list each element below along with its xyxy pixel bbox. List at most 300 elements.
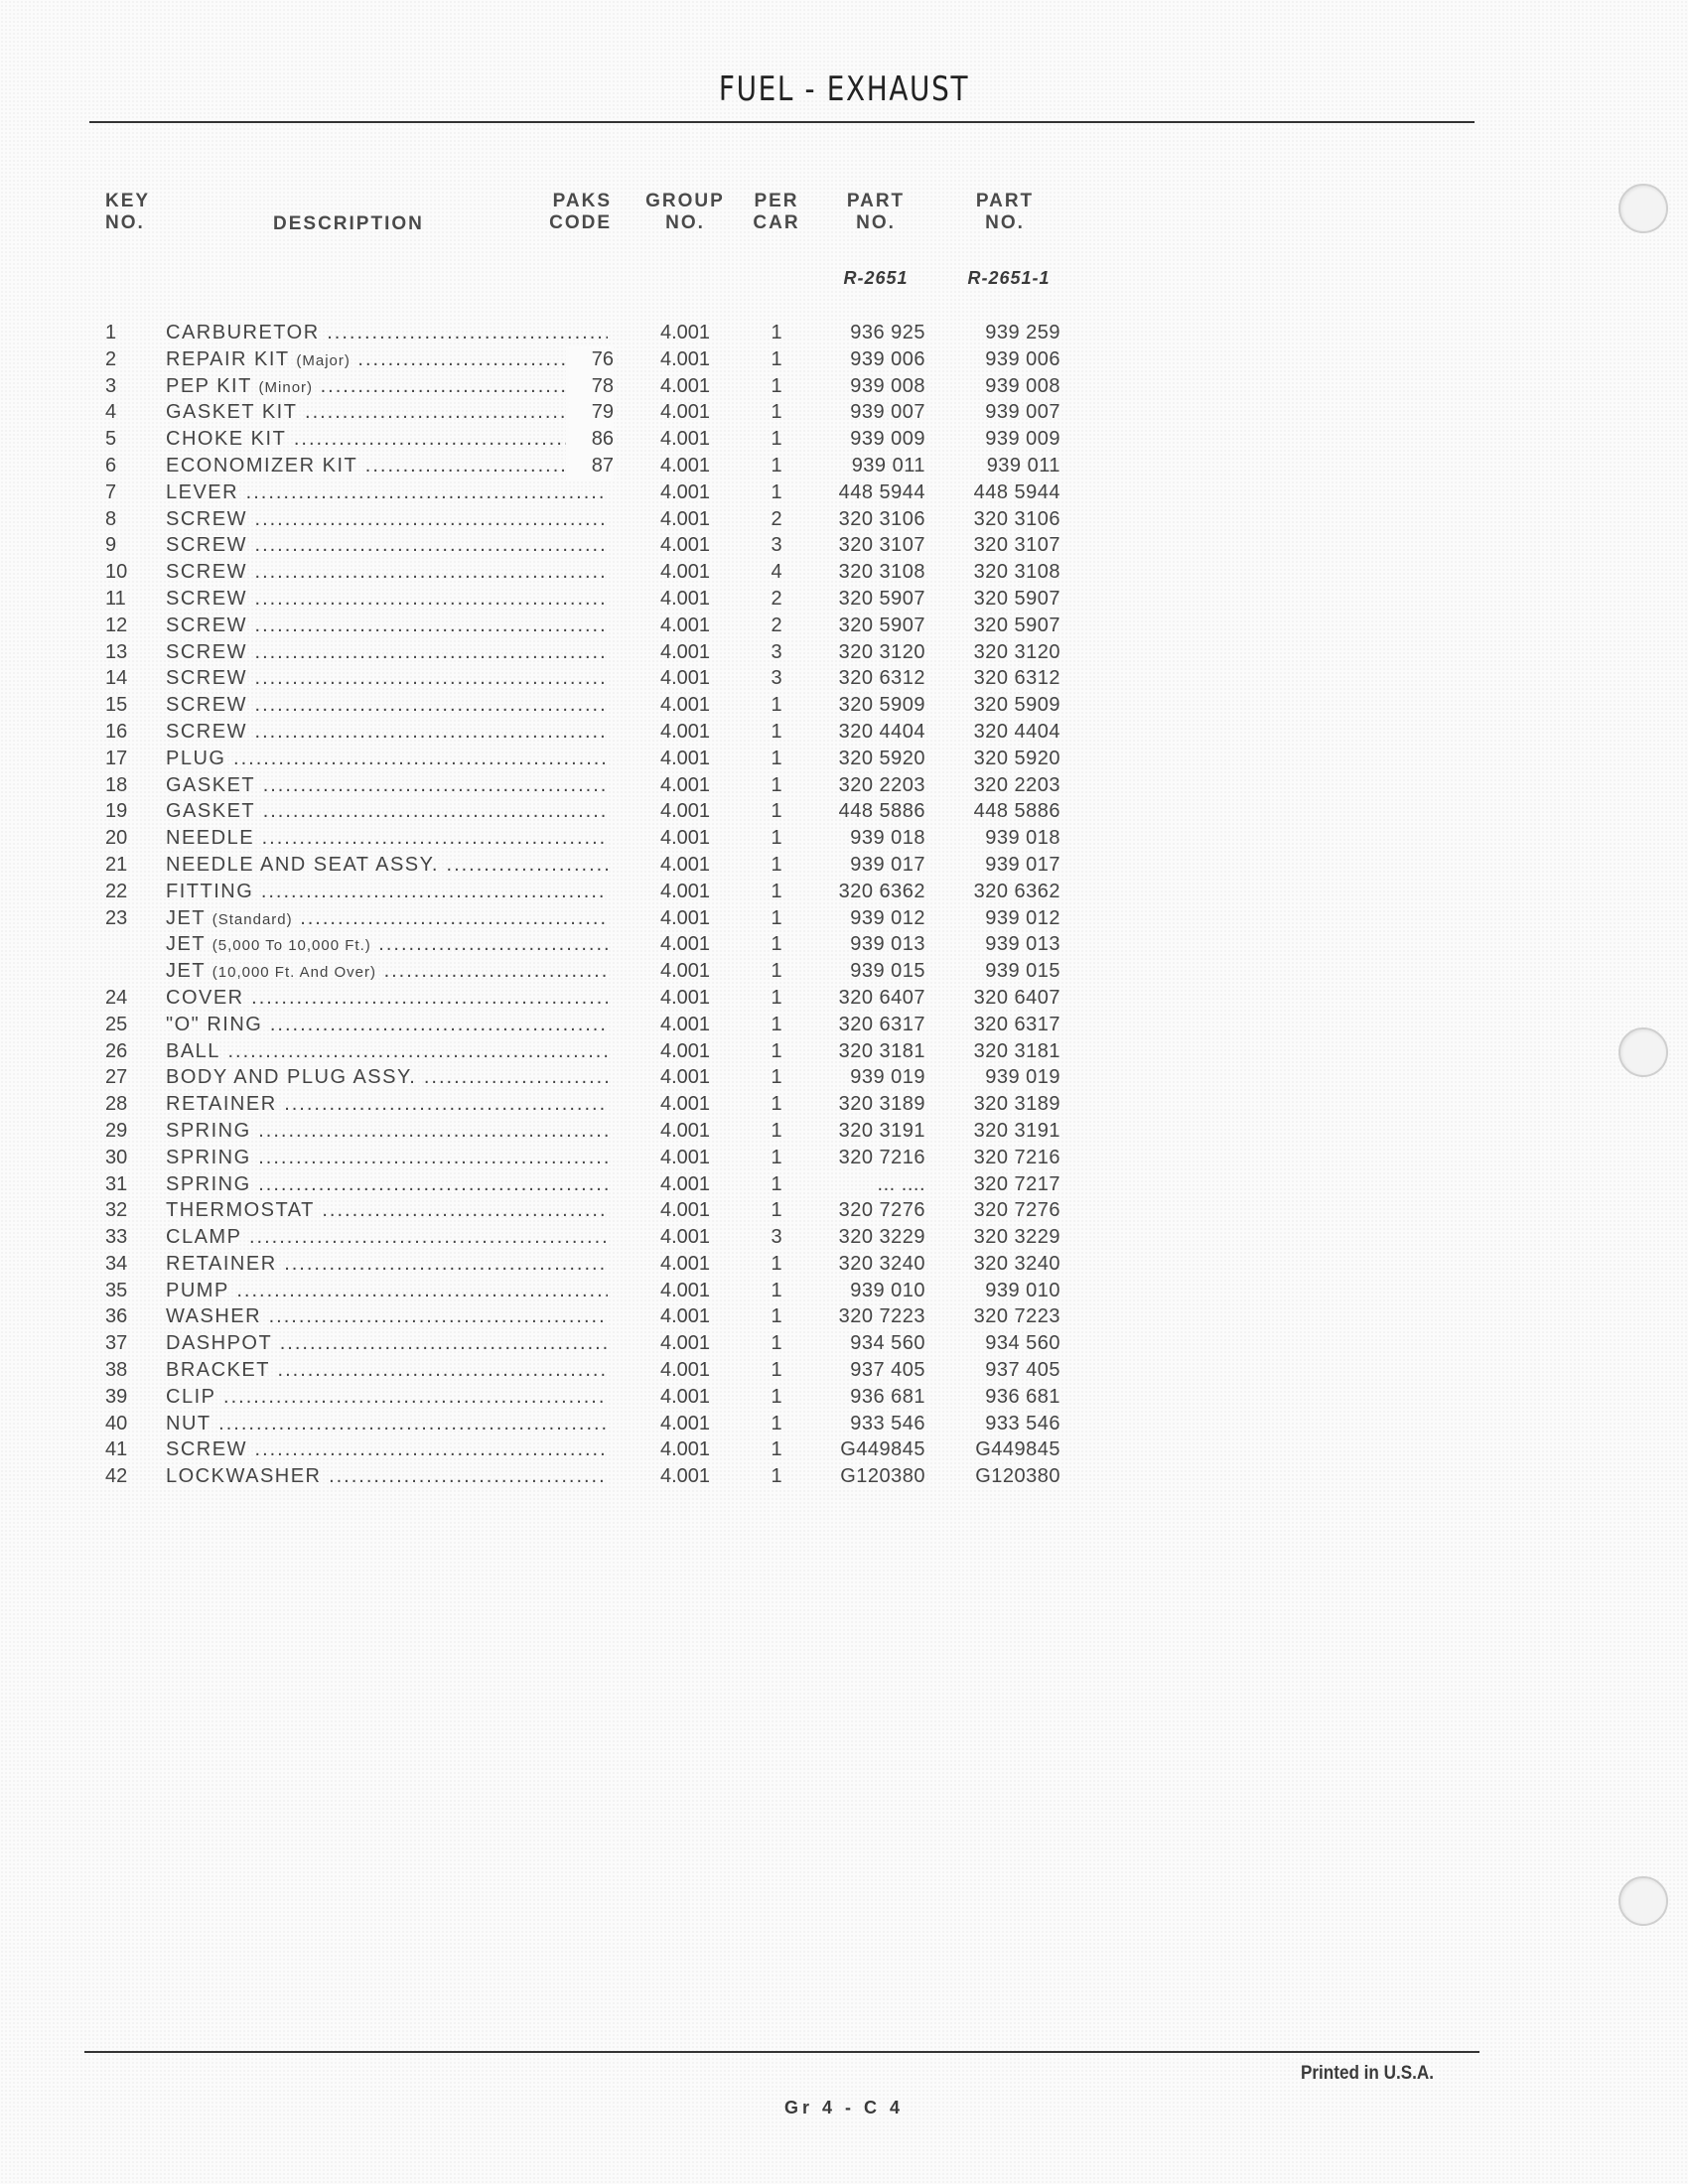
description-text: CLAMP [166,1226,242,1249]
per-car: 1 [771,773,782,796]
part-no-r2651-1: 939 013 [985,933,1060,956]
page-footer: Gr 4 - C 4 [783,2098,905,2117]
table-row [0,453,1688,479]
key-no: 11 [105,587,126,610]
description-text: NEEDLE AND SEAT ASSY. [166,853,439,876]
footer-rule [84,2051,1479,2053]
group-no: 4.001 [659,1172,711,1195]
part-no-r2651-1: 933 546 [985,1412,1060,1434]
header-description: DESCRIPTION [273,213,424,234]
part-no-r2651: 320 3107 [838,534,925,557]
header-per-car: PER CAR [753,191,800,233]
description [166,1463,608,1490]
key-no: 41 [105,1438,128,1461]
table-row [0,825,1688,852]
group-no: 4.001 [659,853,711,876]
per-car: 1 [771,960,782,983]
description-qualifier: (Standard) [211,910,293,928]
header-part-no-2: PART NO. [975,191,1035,233]
part-no-r2651-1: 320 6407 [973,986,1060,1009]
key-no: 8 [105,507,117,530]
description [166,586,608,613]
part-no-r2651-1: 939 018 [985,827,1060,850]
key-no: 34 [105,1252,128,1275]
key-no: 33 [105,1226,128,1249]
key-no: 29 [105,1119,128,1142]
table-row [0,1012,1688,1038]
table-row [0,985,1688,1012]
group-no: 4.001 [659,1066,711,1089]
key-no: 21 [105,853,128,876]
per-car: 1 [771,1305,782,1328]
description [166,825,608,852]
per-car: 1 [771,374,782,397]
binder-hole [1618,184,1668,233]
per-car: 3 [771,1226,782,1249]
table-row [0,1330,1688,1357]
part-no-r2651: 320 5907 [838,614,925,636]
table-row [0,1436,1688,1463]
part-no-r2651: 320 3108 [838,561,925,584]
per-car: 1 [771,720,782,743]
part-no-r2651: 939 008 [850,374,925,397]
description-text: FITTING [166,880,254,902]
per-car: 1 [771,1279,782,1301]
part-no-r2651: 320 5920 [838,747,925,769]
description [166,373,608,402]
description [166,1357,608,1384]
parts-table [0,320,1688,1490]
part-no-r2651: ... .... [877,1172,925,1195]
description [166,1224,608,1251]
description [166,1012,608,1038]
description [166,879,608,905]
description-text: JET [166,906,206,929]
key-no: 7 [105,480,117,503]
part-no-r2651-1: 939 009 [985,428,1060,451]
table-row [0,665,1688,692]
part-no-r2651-1: 320 3240 [973,1252,1060,1275]
part-no-r2651-1: 939 006 [985,347,1060,370]
table-row [0,1251,1688,1278]
part-no-r2651: 939 009 [850,428,925,451]
description [166,1303,608,1330]
part-no-r2651: 939 019 [850,1066,925,1089]
per-car: 1 [771,906,782,929]
per-car: 1 [771,347,782,370]
key-no: 27 [105,1066,128,1089]
key-no: 42 [105,1465,128,1488]
table-row [0,1197,1688,1224]
per-car: 1 [771,694,782,717]
part-no-r2651: 320 7276 [838,1199,925,1222]
table-row [0,798,1688,825]
group-no: 4.001 [659,720,711,743]
group-no: 4.001 [659,747,711,769]
table-row [0,1091,1688,1118]
part-no-r2651-1: 448 5886 [973,800,1060,823]
part-no-r2651-1: 320 3120 [973,640,1060,663]
group-no: 4.001 [659,534,711,557]
group-no: 4.001 [659,1438,711,1461]
table-row [0,559,1688,586]
table-row [0,1463,1688,1490]
group-no: 4.001 [659,960,711,983]
description [166,1251,608,1278]
description-text: JET [166,933,206,956]
description-text: LEVER [166,480,239,503]
key-no: 23 [105,906,128,929]
table-row [0,1278,1688,1304]
description-text: CHOKE KIT [166,428,287,451]
key-no: 16 [105,720,128,743]
description [166,852,608,879]
key-no: 24 [105,986,128,1009]
table-row [0,1384,1688,1411]
per-car: 1 [771,986,782,1009]
part-no-r2651: 939 006 [850,347,925,370]
table-row [0,852,1688,879]
description-text: BALL [166,1039,220,1062]
key-no: 12 [105,614,128,636]
key-no: 37 [105,1332,128,1355]
part-no-r2651-1: 937 405 [985,1359,1060,1382]
part-no-r2651: 320 3191 [838,1119,925,1142]
description [166,958,608,987]
description-text: SPRING [166,1172,251,1195]
table-row [0,639,1688,666]
description-text: GASKET [166,773,256,796]
description [166,719,608,746]
per-car: 1 [771,1252,782,1275]
description-text: SPRING [166,1119,251,1142]
part-no-r2651: 320 3106 [838,507,925,530]
part-no-r2651-1: 448 5944 [973,480,1060,503]
per-car: 3 [771,534,782,557]
group-no: 4.001 [659,1279,711,1301]
description [166,746,608,772]
per-car: 1 [771,747,782,769]
key-no: 1 [105,322,117,343]
description [166,506,608,533]
description [166,798,608,825]
per-car: 1 [771,322,782,343]
group-no: 4.001 [659,347,711,370]
part-no-r2651: 320 5909 [838,694,925,717]
key-no: 31 [105,1172,128,1195]
key-no: 39 [105,1385,128,1408]
description-text: SCREW [166,720,247,743]
description-text: SCREW [166,587,247,610]
description-text: PUMP [166,1279,229,1301]
group-no: 4.001 [659,614,711,636]
part-no-r2651: 937 405 [850,1359,925,1382]
description-text: SCREW [166,1438,247,1461]
group-no: 4.001 [659,1013,711,1035]
description-qualifier: (5,000 To 10,000 Ft.) [211,937,371,955]
part-no-r2651: 320 5907 [838,587,925,610]
part-no-r2651-1: 320 5920 [973,747,1060,769]
table-row [0,958,1688,985]
description-text: SCREW [166,534,247,557]
per-car: 1 [771,1412,782,1434]
table-row [0,399,1688,426]
description [166,931,608,960]
per-car: 1 [771,853,782,876]
header-key-no: KEY NO. [105,191,151,233]
description-text: SPRING [166,1146,251,1168]
part-no-r2651-1: G449845 [975,1438,1060,1461]
part-no-r2651: 320 7223 [838,1305,925,1328]
key-no: 25 [105,1013,128,1035]
group-no: 4.001 [659,428,711,451]
group-no: 4.001 [659,401,711,424]
description-text: WASHER [166,1305,262,1328]
description [166,665,608,692]
part-no-r2651-1: 939 008 [985,374,1060,397]
per-car: 1 [771,1359,782,1382]
group-no: 4.001 [659,694,711,717]
group-no: 4.001 [659,640,711,663]
table-row [0,931,1688,958]
description-text: DASHPOT [166,1332,273,1355]
part-no-r2651: 936 925 [850,322,925,343]
key-no: 35 [105,1279,128,1301]
part-no-r2651-1: 320 7217 [973,1172,1060,1195]
per-car: 4 [771,561,782,584]
part-no-r2651-1: 939 017 [985,853,1060,876]
group-no: 4.001 [659,1412,711,1434]
part-no-r2651-1: 320 5907 [973,614,1060,636]
part-no-r2651: 320 6317 [838,1013,925,1035]
key-no: 32 [105,1199,128,1222]
group-no: 4.001 [659,1385,711,1408]
description [166,1436,608,1463]
table-row [0,879,1688,905]
per-car: 3 [771,640,782,663]
header-paks-code: PAKS CODE [549,191,612,233]
key-no: 13 [105,640,128,663]
per-car: 1 [771,1066,782,1089]
paks-code: 87 [566,453,614,479]
per-car: 1 [771,1385,782,1408]
table-row [0,586,1688,613]
group-no: 4.001 [659,986,711,1009]
table-row [0,1145,1688,1171]
key-no: 15 [105,694,128,717]
group-no: 4.001 [659,1226,711,1249]
key-no: 3 [105,374,117,397]
description-text: GASKET [166,800,256,823]
description [166,453,608,479]
key-no: 19 [105,800,128,823]
description-text: SCREW [166,694,247,717]
part-no-r2651: 939 018 [850,827,925,850]
description [166,399,608,426]
description-text: SCREW [166,614,247,636]
part-no-r2651-1: 939 012 [985,906,1060,929]
binder-hole [1618,1876,1668,1926]
description [166,905,608,934]
paks-code: 79 [566,399,614,426]
part-no-r2651-1: 320 3108 [973,561,1060,584]
description-text: PEP KIT [166,374,252,397]
table-row [0,1118,1688,1145]
description-text: SCREW [166,561,247,584]
key-no: 6 [105,454,117,477]
group-no: 4.001 [659,480,711,503]
paks-code: 86 [566,426,614,453]
table-row [0,746,1688,772]
group-no: 4.001 [659,1359,711,1382]
part-no-r2651: 934 560 [850,1332,925,1355]
description [166,1197,608,1224]
part-no-r2651-1: 320 7276 [973,1199,1060,1222]
per-car: 1 [771,1013,782,1035]
part-no-r2651: 320 3229 [838,1226,925,1249]
per-car: 1 [771,1119,782,1142]
description [166,559,608,586]
per-car: 2 [771,507,782,530]
per-car: 1 [771,827,782,850]
description-qualifier: (10,000 Ft. And Over) [211,964,377,982]
part-no-r2651-1: 320 7223 [973,1305,1060,1328]
part-no-r2651: G120380 [840,1465,925,1488]
group-no: 4.001 [659,933,711,956]
group-no: 4.001 [659,561,711,584]
description-text: NUT [166,1412,211,1434]
part-no-r2651: 939 015 [850,960,925,983]
key-no: 10 [105,561,128,584]
per-car: 1 [771,454,782,477]
description [166,320,608,346]
part-no-r2651-1: 320 3229 [973,1226,1060,1249]
group-no: 4.001 [659,1305,711,1328]
key-no: 18 [105,773,128,796]
table-row [0,1411,1688,1437]
header-rule [89,121,1475,123]
part-no-r2651-1: 320 5909 [973,694,1060,717]
part-no-r2651: 320 2203 [838,773,925,796]
group-no: 4.001 [659,587,711,610]
table-row [0,532,1688,559]
per-car: 1 [771,1172,782,1195]
table-row [0,719,1688,746]
description-text: RETAINER [166,1093,277,1116]
per-car: 1 [771,880,782,902]
description-text: ECONOMIZER KIT [166,454,358,477]
group-no: 4.001 [659,800,711,823]
table-row [0,1038,1688,1065]
part-no-r2651: 939 011 [851,454,925,477]
key-no: 28 [105,1093,128,1116]
per-car: 1 [771,1199,782,1222]
per-car: 3 [771,667,782,690]
group-no: 4.001 [659,1093,711,1116]
key-no: 17 [105,747,128,769]
table-row [0,1303,1688,1330]
printed-in-usa: Printed in U.S.A. [1301,2063,1434,2084]
part-no-r2651-1: 320 2203 [973,773,1060,796]
key-no: 26 [105,1039,128,1062]
per-car: 1 [771,800,782,823]
part-no-r2651-1: 320 3181 [973,1039,1060,1062]
per-car: 1 [771,933,782,956]
description-text: SCREW [166,640,247,663]
description [166,1278,608,1304]
table-row [0,772,1688,799]
table-row [0,506,1688,533]
description [166,1330,608,1357]
table-row [0,613,1688,639]
description-text: RETAINER [166,1252,277,1275]
part-no-r2651: 448 5886 [838,800,925,823]
group-no: 4.001 [659,1119,711,1142]
description-qualifier: (Minor) [258,378,314,396]
group-no: 4.001 [659,773,711,796]
table-row [0,1357,1688,1384]
header-group-no: GROUP NO. [645,191,725,233]
description [166,1118,608,1145]
part-no-r2651-1: G120380 [975,1465,1060,1488]
description-text: SCREW [166,667,247,690]
model-label-2: R-2651-1 [967,268,1051,288]
description [166,772,608,799]
key-no: 14 [105,667,128,690]
group-no: 4.001 [659,1039,711,1062]
description-text: THERMOSTAT [166,1199,315,1222]
per-car: 1 [771,1093,782,1116]
group-no: 4.001 [659,667,711,690]
paks-code: 78 [566,373,614,400]
part-no-r2651: G449845 [840,1438,925,1461]
part-no-r2651: 936 681 [850,1385,925,1408]
table-row [0,1171,1688,1198]
description [166,985,608,1012]
group-no: 4.001 [659,1252,711,1275]
description [166,1091,608,1118]
key-no: 4 [105,401,117,424]
part-no-r2651: 939 010 [850,1279,925,1301]
per-car: 2 [771,587,782,610]
per-car: 1 [771,1146,782,1168]
group-no: 4.001 [659,1332,711,1355]
group-no: 4.001 [659,880,711,902]
table-row [0,426,1688,453]
table-row [0,479,1688,506]
description-text: SCREW [166,507,247,530]
description [166,692,608,719]
group-no: 4.001 [659,906,711,929]
description [166,1064,608,1091]
part-no-r2651-1: 936 681 [985,1385,1060,1408]
part-no-r2651: 320 7216 [838,1146,925,1168]
group-no: 4.001 [659,507,711,530]
part-no-r2651: 320 3189 [838,1093,925,1116]
per-car: 1 [771,428,782,451]
part-no-r2651: 939 013 [850,933,925,956]
key-no: 30 [105,1146,128,1168]
part-no-r2651-1: 939 259 [985,322,1060,343]
part-no-r2651: 320 6312 [838,667,925,690]
description-text: CARBURETOR [166,322,320,343]
key-no: 40 [105,1412,128,1434]
description-text: PLUG [166,747,226,769]
key-no: 38 [105,1359,128,1382]
description-text: COVER [166,986,244,1009]
description [166,1411,608,1437]
part-no-r2651-1: 320 6362 [973,880,1060,902]
